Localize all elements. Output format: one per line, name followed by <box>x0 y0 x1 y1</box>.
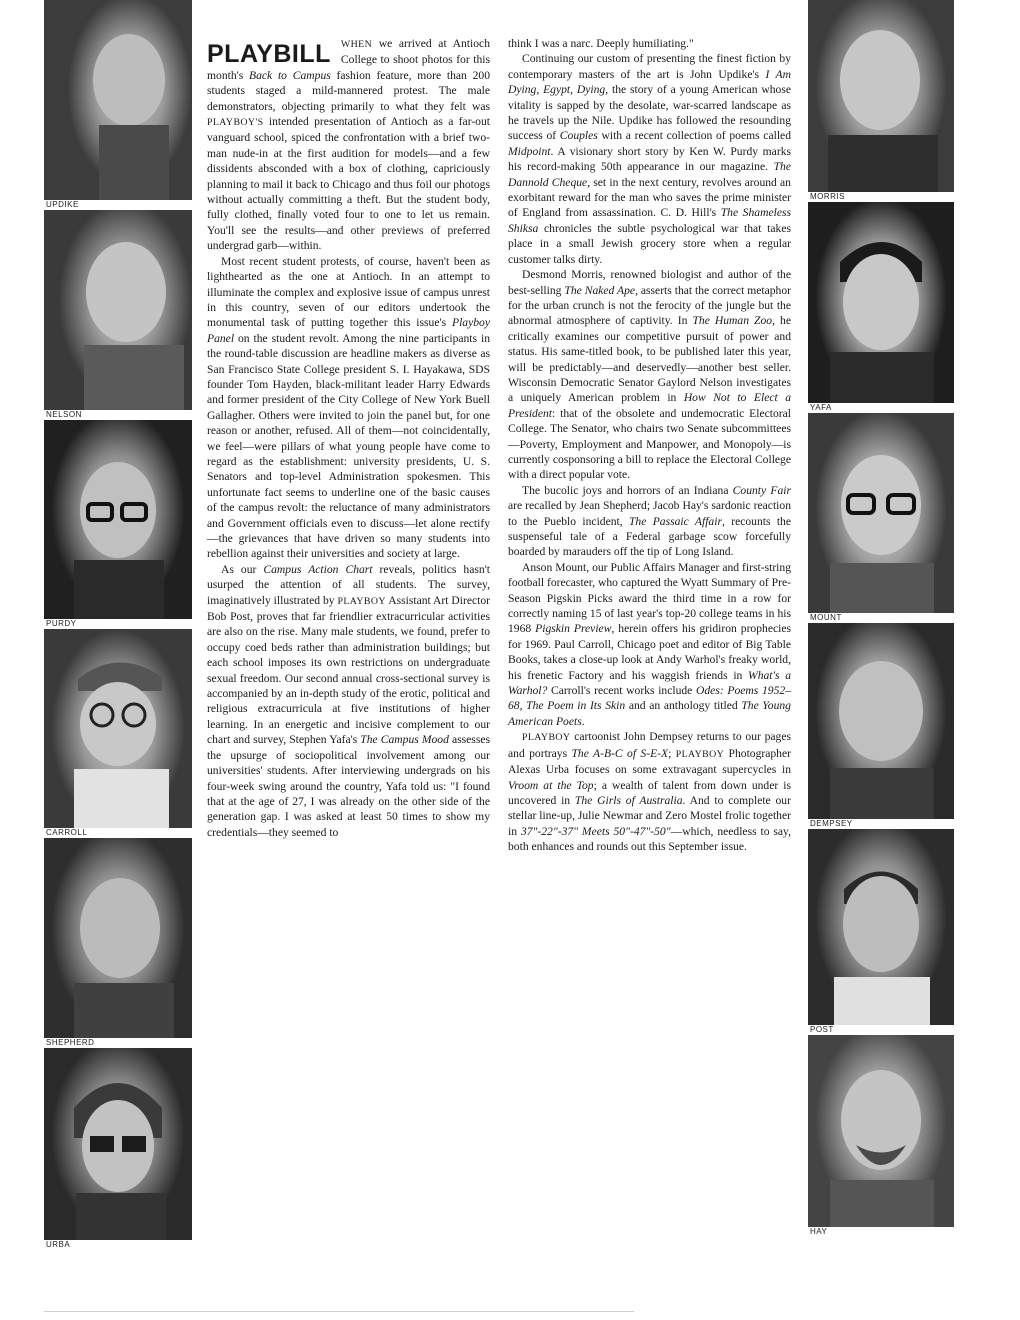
photo-caption: MORRIS <box>810 192 845 201</box>
photo-caption: DEMPSEY <box>810 819 853 828</box>
article-column-1 <box>207 36 490 840</box>
article-paragraph: think I was a narc. Deeply humiliating." <box>508 37 694 50</box>
portrait-photo <box>808 413 954 613</box>
article-column-2 <box>508 36 791 855</box>
article-paragraph: Continuing our custom of presenting the finest fiction by contemporary masters of the art is John Updike's I Am Dying, Egypt, Dying, the story of a young American whose vitality is sapped by the desolate, war-scarred landscape as he travels up the Nile. Updike has followed the resounding success of Couples with a recent collection of poems called Midpoint. A visionary short story by Ken W. Purdy marks his record-making 50th appearance in our magazine. The Dannold Cheque, set in the next century, revolves around an exorbitant reward for the man who saves the prime minister of England from assassination. C. D. Hill's The Shameless Shiksa chronicles the subtle psychological war that takes place in a small Jewish grocery store when a regular customer talks dirty. <box>508 52 791 266</box>
page-title: PLAYBILL <box>207 40 331 68</box>
photo-caption: POST <box>810 1025 834 1034</box>
portrait-silhouette <box>44 0 192 200</box>
article-paragraph: Most recent student protests, of course, haven't been as lighthearted as the one at Antioch. In an attempt to illuminate the complex and explosive issue of campus unrest in this country, seven of our editors undertook the monumental task of putting together this issue's Playboy Panel on the student revolt. Among the nine participants in the round-table discussion are headline makers as diverse as San Francisco State College president S. I. Hayakawa, SDS founder Tom Hayden, black-militant leader Harry Edwards and former president of the City College of New York Buell Gallagher. Others were invited to join the panel but, for one reason or another, refused. All of them—not coincidentally, we feel—were pillars of what young people have come to regard as the establishment: university presidents, U. S. Senators and top-level Administration spokesmen. This unfortunate fact seems to underline one of the basic causes of the campus revolt: the reluctance of many administrators and Government officials even to discuss—let alone rectify—the grievances that have driven so many students into rebellion against their universities and society at large. <box>207 254 490 561</box>
portrait-silhouette <box>808 829 954 1025</box>
portrait-photo <box>808 0 954 192</box>
portrait-photo <box>44 1048 192 1240</box>
photo-caption: MOUNT <box>810 613 842 622</box>
portrait-photo <box>808 1035 954 1227</box>
photo-caption: HAY <box>810 1227 828 1236</box>
photo-caption: PURDY <box>46 619 77 628</box>
portrait-photo <box>44 838 192 1038</box>
article-paragraph: Desmond Morris, renowned biologist and author of the best-selling The Naked Ape, asserts that the correct metaphor for the urban crunch is not the ferocity of the jungle but the abnormal atmosphere of captivity. In The Human Zoo, he critically examines our competitive pursuit of power and status. His same-titled book, to be published later this year, will be predictably—and deservedly—another best seller. Wisconsin Democratic Senator Gaylord Nelson investigates a uniquely American problem in How Not to Elect a President: that of the obsolete and undemocratic Electoral College. The Senator, who chairs two Senate subcommittees—Poverty, Employment and Manpower, and Monopoly—is currently cosponsoring a bill to replace the Electoral College with a direct popular vote. <box>508 268 791 482</box>
portrait-photo <box>44 420 192 619</box>
article-paragraph: The bucolic joys and horrors of an Indiana County Fair are recalled by Jean Shepherd; Jacob Hay's sardonic reaction to the Pueblo incident, The Passaic Affair, recounts the suspenseful tale of a Federal garbage scow forcefully boarded by marauders off the tip of Long Island. <box>508 483 791 559</box>
portrait-silhouette <box>44 420 192 619</box>
portrait-silhouette <box>808 413 954 613</box>
portrait-photo <box>44 210 192 410</box>
article-paragraph: WHEN we arrived at Antioch College to shoot photos for this month's Back to Campus fashion feature, more than 200 students staged a mild-mannered protest. The male demonstrators, objecting primarily to what they felt was PLAYBOY'S intended presentation of Antioch as a far-out vanguard school, spiced the confrontation with a brief two-man nude-in at the first audition for models—and a few dissidents absconded with a box of clothing, capriciously planning to mail it back to Chicago and thus foil our photogs without actually committing a theft. But the student body, fully clothed, finally voted four to one to let us remain. You'll see the results—and other previews of preferred undergrad garb—within. <box>207 37 491 253</box>
portrait-photo <box>44 629 192 828</box>
article-paragraph: As our Campus Action Chart reveals, politics hasn't usurped the attention of all students. The survey, imaginatively illustrated by PLAYBOY Assistant Art Director Bob Post, proves that far friendlier extracurricular activities are also on the rise. Many male students, we found, prefer to occupy coed beds rather than administration buildings; but each school imposes its own restrictions on undergraduate sexual freedom. Our second annual cross-sectional survey is accompanied by an in-depth study of the erotic, political and religious extracurricula at five institutions of higher learning. In an energetic and incisive complement to our chart and survey, Stephen Yafa's The Campus Mood assesses the upsurge of sociopolitical involvement among our universities' students. After interviewing undergrads on his four-week swing around the country, Yafa told us: "I found that at the age of 27, I was already on the other side of the generation gap. I was asked at least 50 times to show my credentials—they seemed to <box>207 562 491 839</box>
portrait-silhouette <box>44 1048 192 1240</box>
photo-caption: NELSON <box>46 410 82 419</box>
portrait-photo <box>808 623 954 819</box>
photo-caption: YAFA <box>810 403 832 412</box>
portrait-silhouette <box>44 629 192 828</box>
left-photo-column <box>44 0 192 1250</box>
right-photo-column <box>808 0 954 1237</box>
portrait-silhouette <box>44 210 192 410</box>
portrait-photo <box>808 829 954 1025</box>
photo-caption: URBA <box>46 1240 71 1249</box>
portrait-silhouette <box>808 202 954 403</box>
article-paragraph: Anson Mount, our Public Affairs Manager and first-string football forecaster, who captured the Wyatt Summary of Pre-Season Pigskin Picks award the third time in a row for correctly naming 15 of last year's top-20 college teams in his 1968 Pigskin Preview, herein offers his gridiron prophecies for 1969. Paul Carroll, Chicago poet and editor of Big Table Books, takes a close-up look at Andy Warhol's freaky world, his frenetic Factory and his waggish friends in What's a Warhol? Carroll's recent works include Odes: Poems 1952–68, The Poem in Its Skin and an anthology titled The Young American Poets. <box>508 560 791 728</box>
portrait-photo <box>44 0 192 200</box>
portrait-silhouette <box>808 0 954 192</box>
article-paragraph: PLAYBOY cartoonist John Dempsey returns to our pages and portrays The A-B-C of S-E-X; PLAYBOY Photographer Alexas Urba focuses on some extravagant supercycles in Vroom at the Top; a wealth of talent from down under is uncovered in The Girls of Australia. And to complete our stellar line-up, Julie Newmar and Zero Mostel frolic together in 37"-22"-37" Meets 50"-47"-50"—which, needless to say, both enhances and rounds out this September issue. <box>508 730 792 854</box>
photo-caption: UPDIKE <box>46 200 79 209</box>
portrait-silhouette <box>808 1035 954 1227</box>
portrait-silhouette <box>808 623 954 819</box>
page-bottom-rule <box>44 1311 634 1312</box>
portrait-silhouette <box>44 838 192 1038</box>
photo-caption: SHEPHERD <box>46 1038 95 1047</box>
photo-caption: CARROLL <box>46 828 88 837</box>
portrait-photo <box>808 202 954 403</box>
